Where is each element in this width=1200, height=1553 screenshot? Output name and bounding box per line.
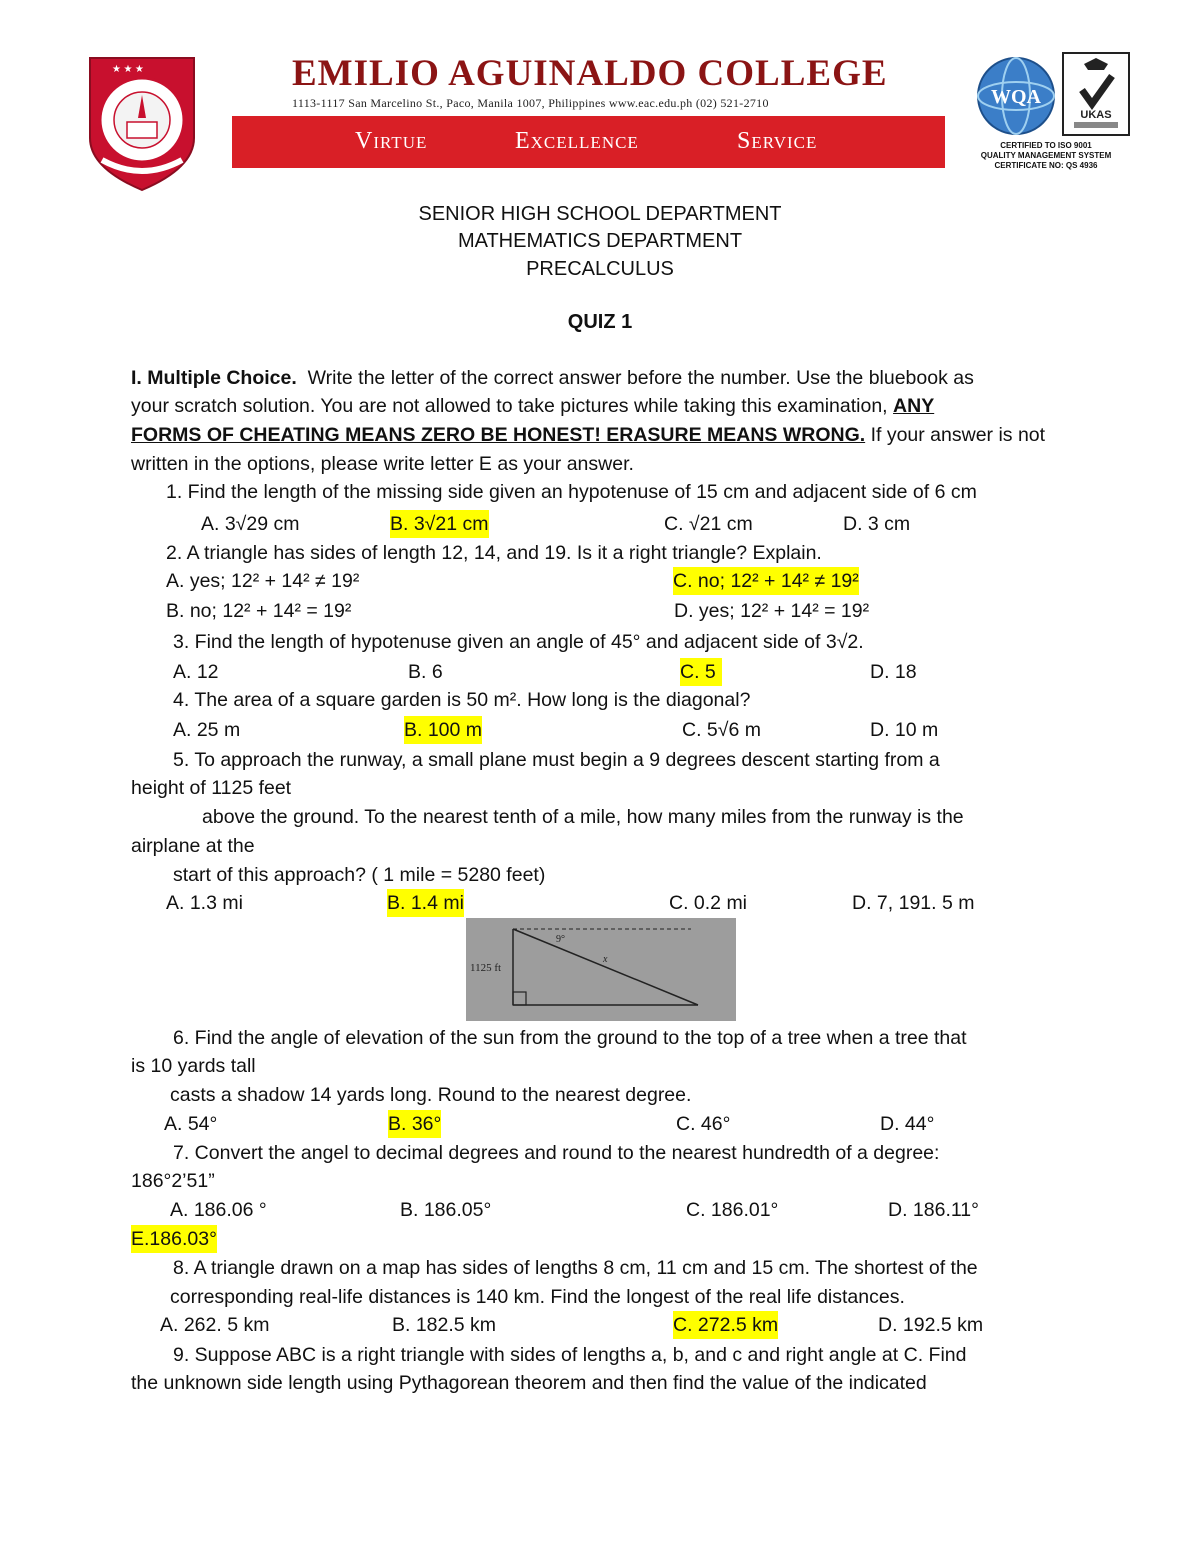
dept-subject: PRECALCULUS bbox=[526, 258, 674, 280]
q9-stem-2: the unknown side length using Pythagorean theorem and then find the value of the indicated bbox=[131, 1372, 927, 1394]
q3-option-d: D. 18 bbox=[870, 661, 917, 683]
q5-stem-1: 5. To approach the runway, a small plane must begin a 9 degrees descent starting from a bbox=[173, 749, 940, 771]
wqa-badge bbox=[975, 55, 1057, 137]
quiz-title: QUIZ 1 bbox=[567, 311, 633, 333]
q8-option-c: C. 272.5 km bbox=[673, 1311, 778, 1339]
q3-stem: 3. Find the length of hypotenuse given an angle of 45° and adjacent side of 3√2. bbox=[173, 631, 864, 653]
q2-option-d: D. yes; 12² + 14² = 19² bbox=[674, 600, 870, 622]
dept-mathematics: MATHEMATICS DEPARTMENT bbox=[457, 230, 743, 252]
q6-option-b: B. 36° bbox=[388, 1110, 441, 1138]
q8-option-b: B. 182.5 km bbox=[392, 1314, 497, 1336]
ukas-badge bbox=[1062, 52, 1130, 136]
q5-stem-4: airplane at the bbox=[131, 835, 255, 857]
q7-stem-1: 7. Convert the angel to decimal degrees and round to the nearest hundredth of a degree: bbox=[173, 1142, 940, 1164]
q5-option-b: B. 1.4 mi bbox=[387, 889, 464, 917]
dept-senior-high: SENIOR HIGH SCHOOL DEPARTMENT bbox=[418, 203, 782, 225]
q7-option-a: A. 186.06 ° bbox=[170, 1199, 267, 1221]
q5-stem-5: start of this approach? ( 1 mile = 5280 feet) bbox=[173, 864, 546, 886]
runway-triangle-figure bbox=[466, 918, 736, 1021]
instructions-line-1: I. Multiple Choice. Write the letter of the correct answer before the number. Use the bluebook as bbox=[131, 367, 974, 389]
q6-option-a: A. 54° bbox=[164, 1113, 218, 1135]
q4-stem: 4. The area of a square garden is 50 m². How long is the diagonal? bbox=[173, 689, 751, 711]
q1-option-c: C. √21 cm bbox=[664, 513, 753, 535]
q3-option-a: A. 12 bbox=[173, 661, 219, 683]
q7-option-b: B. 186.05° bbox=[400, 1199, 492, 1221]
q7-option-d: D. 186.11° bbox=[888, 1199, 979, 1221]
figure-hyp-label: x bbox=[603, 954, 608, 965]
instructions-line-3: FORMS OF CHEATING MEANS ZERO BE HONEST! ERASURE MEANS WRONG. If your answer is not bbox=[131, 424, 1046, 446]
q2-stem: 2. A triangle has sides of length 12, 14, and 19. Is it a right triangle? Explain. bbox=[166, 542, 822, 564]
motto-virtue: Virtue bbox=[355, 128, 428, 154]
q7-stem-2: 186°2’51” bbox=[131, 1170, 215, 1192]
q3-option-c: C. 5 bbox=[680, 658, 722, 686]
figure-angle-label: 9° bbox=[556, 934, 565, 945]
q6-stem-3: casts a shadow 14 yards long. Round to the nearest degree. bbox=[170, 1084, 692, 1106]
iso-certification: CERTIFIED TO ISO 9001 QUALITY MANAGEMENT SYSTEM CERTIFICATE NO: QS 4936 bbox=[980, 141, 1112, 170]
q1-option-a: A. 3√29 cm bbox=[201, 513, 300, 535]
instructions-line-2: your scratch solution. You are not allowed to take pictures while taking this examination, ANY bbox=[131, 395, 935, 417]
ukas-text: UKAS bbox=[1080, 109, 1112, 121]
q4-option-a: A. 25 m bbox=[173, 719, 241, 741]
wqa-text: WQA bbox=[991, 86, 1041, 108]
motto-service: Service bbox=[737, 128, 818, 154]
q8-option-a: A. 262. 5 km bbox=[160, 1314, 270, 1336]
q7-option-c: C. 186.01° bbox=[686, 1199, 779, 1221]
q5-option-a: A. 1.3 mi bbox=[166, 892, 243, 914]
instructions-line-4: written in the options, please write letter E as your answer. bbox=[131, 453, 634, 475]
q8-stem-2: corresponding real-life distances is 140 km. Find the longest of the real life distances. bbox=[170, 1286, 905, 1308]
college-seal bbox=[82, 50, 202, 195]
q6-option-c: C. 46° bbox=[676, 1113, 731, 1135]
q3-option-b: B. 6 bbox=[408, 661, 443, 683]
q2-option-a: A. yes; 12² + 14² ≠ 19² bbox=[166, 570, 360, 592]
q4-option-c: C. 5√6 m bbox=[682, 719, 761, 741]
college-name: EMILIO AGUINALDO COLLEGE bbox=[292, 53, 888, 94]
q5-stem-2: height of 1125 feet bbox=[131, 777, 292, 799]
q1-option-d: D. 3 cm bbox=[843, 513, 911, 535]
motto-excellence: Excellence bbox=[515, 128, 639, 154]
q1-stem: 1. Find the length of the missing side given an hypotenuse of 15 cm and adjacent side of 6 cm bbox=[166, 481, 977, 503]
q5-option-c: C. 0.2 mi bbox=[669, 892, 748, 914]
q6-option-d: D. 44° bbox=[880, 1113, 935, 1135]
motto-banner bbox=[232, 116, 945, 168]
q7-option-e: E.186.03° bbox=[131, 1225, 217, 1253]
q4-option-b: B. 100 m bbox=[404, 716, 482, 744]
q4-option-d: D. 10 m bbox=[870, 719, 939, 741]
figure-height-label: 1125 ft bbox=[470, 962, 502, 974]
svg-text:★ ★ ★: ★ ★ ★ bbox=[112, 64, 144, 75]
q2-option-b: B. no; 12² + 14² = 19² bbox=[166, 600, 352, 622]
q8-option-d: D. 192.5 km bbox=[878, 1314, 984, 1336]
q8-stem-1: 8. A triangle drawn on a map has sides of lengths 8 cm, 11 cm and 15 cm. The shortest of the bbox=[173, 1257, 978, 1279]
q1-option-b: B. 3√21 cm bbox=[390, 510, 489, 538]
q2-option-c: C. no; 12² + 14² ≠ 19² bbox=[673, 567, 859, 595]
q6-stem-1: 6. Find the angle of elevation of the sun from the ground to the top of a tree when a tree that bbox=[173, 1027, 967, 1049]
q6-stem-2: is 10 yards tall bbox=[131, 1055, 256, 1077]
q5-stem-3: above the ground. To the nearest tenth of a mile, how many miles from the runway is the bbox=[202, 806, 964, 828]
q5-option-d: D. 7, 191. 5 m bbox=[852, 892, 975, 914]
college-address: 1113-1117 San Marcelino St., Paco, Manila 1007, Philippines www.eac.edu.ph (02) 521-2710 bbox=[292, 96, 769, 110]
q9-stem-1: 9. Suppose ABC is a right triangle with sides of lengths a, b, and c and right angle at C. Find bbox=[173, 1344, 967, 1366]
